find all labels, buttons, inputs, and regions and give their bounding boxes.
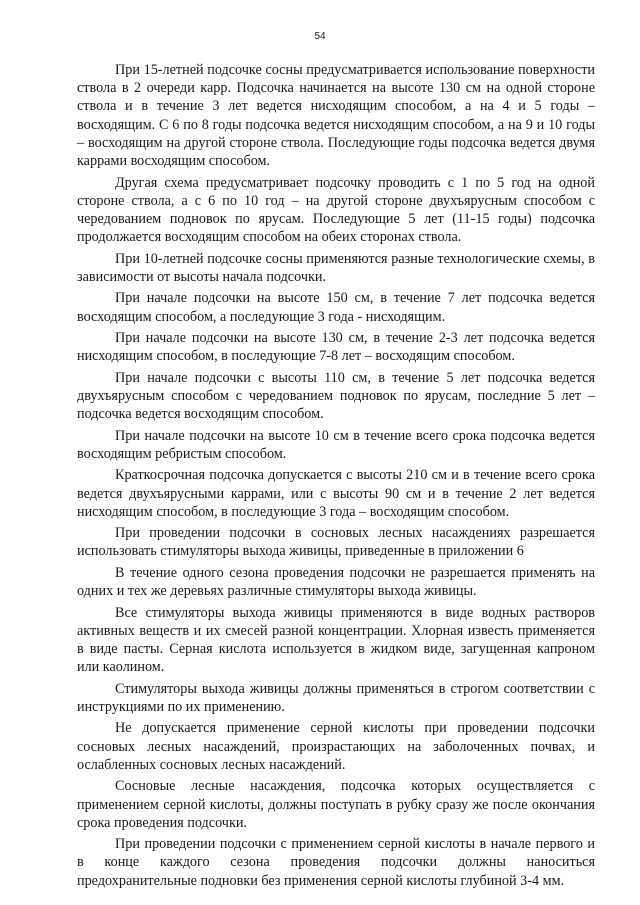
paragraph: При 10-летней подсочке сосны применяются разные технологические схемы, в зависимости от высоты начала подсочки. xyxy=(77,250,595,285)
paragraph: Все стимуляторы выхода живицы применяются в виде водных растворов активных веществ и их смесей разной концентрации. Хлорная известь применяется в виде пасты. Серная кислота используется в жидком виде, загущенная капроном или каолином. xyxy=(77,604,595,676)
paragraph: Сосновые лесные насаждения, подсочка которых осуществляется с применением серной кислоты, должны поступать в рубку сразу же после окончания срока проведения подсочки. xyxy=(77,778,595,831)
document-body xyxy=(77,61,595,893)
paragraph: При начале подсочки на высоте 150 см, в течение 7 лет подсочка ведется восходящим способом, а последующие 3 года - нисходящим. xyxy=(77,290,595,325)
paragraph: При начале подсочки на высоте 10 см в течение всего срока подсочка ведется восходящим ребристым способом. xyxy=(77,427,595,462)
paragraph: При проведении подсочки с применением серной кислоты в начале первого и в конце каждого сезона проведения подсочки должны наноситься предохранительные подновки без применения серной кислоты глубиной 3-4 мм. xyxy=(77,836,595,889)
paragraph: При начале подсочки на высоте 130 см, в течение 2-3 лет подсочка ведется нисходящим способом, в последующие 7-8 лет – восходящим способом. xyxy=(77,330,595,365)
paragraph: Стимуляторы выхода живицы должны применяться в строгом соответствии с инструкциями по их применению. xyxy=(77,680,595,715)
paragraph: Краткосрочная подсочка допускается с высоты 210 см и в течение всего срока ведется двухъярусными каррами, или с высоты 90 см и в течение 2 лет ведется нисходящим способом, в последующие 3 года – восходящим способом. xyxy=(77,467,595,520)
paragraph: При начале подсочки с высоты 110 см, в течение 5 лет подсочка ведется двухъярусным способом с чередованием подновок по ярусам, последние 5 лет – подсочка ведется восходящим способом. xyxy=(77,369,595,423)
paragraph: Не допускается применение серной кислоты при проведении подсочки сосновых лесных насаждений, произрастающих на заболоченных почвах, и ослабленных сосновых лесных насаждений. xyxy=(77,720,595,773)
paragraph: В течение одного сезона проведения подсочки не разрешается применять на одних и тех же деревьях различные стимуляторы выхода живицы. xyxy=(77,564,595,600)
paragraph: Другая схема предусматривает подсочку проводить с 1 по 5 год на одной стороне ствола, а с 6 по 10 год – на другой стороне двухъярусным способом с чередованием подновок по ярусам. Последующие 5 лет (11-15 годы) подсочка продолжается восходящим способом на обеих сторонах ствола. xyxy=(77,174,595,246)
paragraph: При проведении подсочки в сосновых лесных насаждениях разрешается использовать стимуляторы выхода живицы, приведенные в приложении 6 xyxy=(77,525,595,560)
paragraph: При 15-летней подсочке сосны предусматривается использование поверхности ствола в 2 очереди карр. Подсочка начинается на высоте 130 см на одной стороне ствола и в течение 3 лет ведется нисходящим способом, а на 4 и 5 годы – восходящим. С 6 по 8 годы подсочка ведется нисходящим способом, а на 9 и 10 годы – восходящим на другой стороне ствола. Последующие годы подсочка ведется двумя каррами восходящим способом. xyxy=(77,62,595,170)
page-number: 54 xyxy=(314,31,326,42)
